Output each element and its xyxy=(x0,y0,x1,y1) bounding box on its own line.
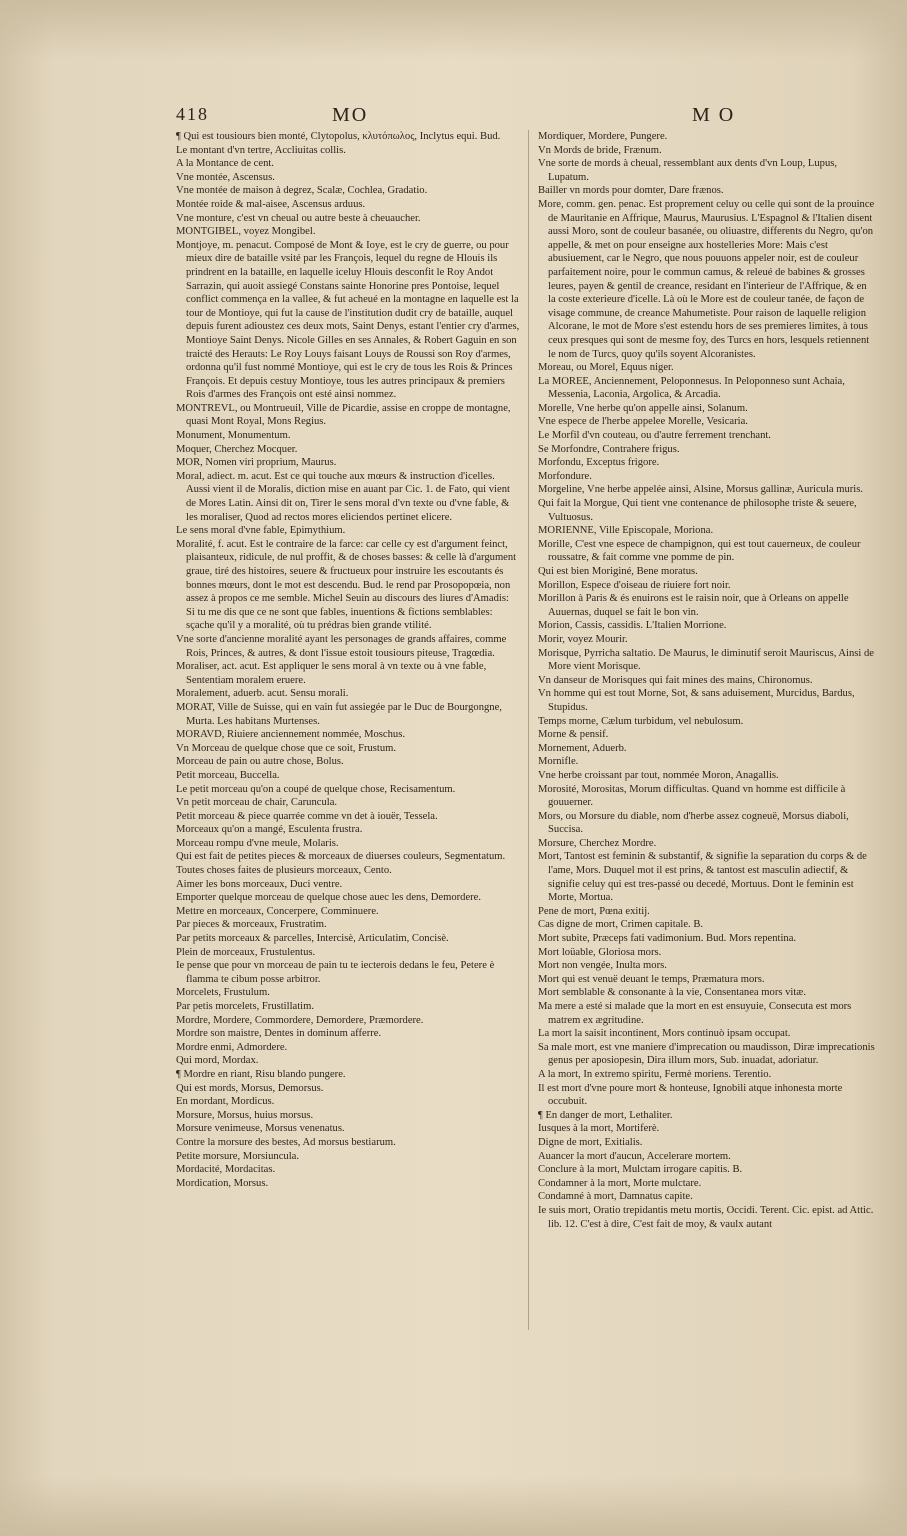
dictionary-entry: Condamner à la mort, Morte mulctare. xyxy=(538,1177,702,1189)
dictionary-entry: Mort semblable & consonante à la vie, Consentanea mors vitæ. xyxy=(538,987,807,999)
dictionary-entry: Bailler vn mords pour domter, Dare frænos. xyxy=(538,185,724,197)
dictionary-entry: Par pieces & morceaux, Frustratim. xyxy=(176,919,327,931)
dictionary-entry: More, comm. gen. penac. Est proprement celuy ou celle qui sont de la prouince de Mauritanie en Affrique, Maurus, Maurusius. L'Espagnol & l'Italien disent aussi Moro, sont de couleur basanée, ou oliuastre, differents du Negro, qu'on appelle, & met on pour enseigne aux hostelleries More: Mais c'est abusiuement, car le Negro, que nous pouuons appeler noir, est de couleur parfaitement noire, pour le commun camus, & releué de babines & grosses leures, payen & gentil de creance, residant en l'interieur de l'Affrique, & en la coste exterieure d'icelle. Là où le More est de couleur tanée, de façon de visage commune, de creance Mahumetiste. Pour raison de laquelle religion Alcorane, le mot de More s'est estendu hors de ses premieres limites, à tous ceux presques qui sont de mesme foy, des Turcs en hors, lesquels retiennent le nom de Turcs, quoy qu'ils soyent Alcoranistes. xyxy=(538,198,875,360)
dictionary-entry: Moquer, Cherchez Mocquer. xyxy=(176,443,298,455)
dictionary-entry: Cas digne de mort, Crimen capitale. B. xyxy=(538,919,704,931)
dictionary-entry: Par petits morceaux & parcelles, Intercisè, Articulatim, Concisè. xyxy=(176,933,449,945)
dictionary-entry: Se Morfondre, Contrahere frigus. xyxy=(538,443,680,455)
dictionary-entry: Auancer la mort d'aucun, Accelerare mortem. xyxy=(538,1150,731,1162)
dictionary-entry: Mort loüable, Gloriosa mors. xyxy=(538,946,662,958)
dictionary-entry: Montjoye, m. penacut. Composé de Mont & Ioye, est le cry de guerre, ou pour mieux dire de bataille vsité par les François, lequel du regne de Hlouis ils prindrent en la bataille, en laquelle iceluy Hlouis desconfit le Roy Andot Sarrazin, qui auoit assiegé Constans sainte Honorine pres Pontoise, lequel conflict commença en la vallee, & fut acheué en la montagne en laquelle est la tour de Montioye, qui fut la cause de l'institution dudit cry de bataille, auquel depuis furent adioustez ces deux mots, Saint Denys, estant l'entier cry d'armes, Montioye Saint Denys. Nicole Gilles en ses Annales, & Robert Gaguin en son traicté des Herauts: Le Roy Louys faisant Louys de Roussi son Roy d'armes, ordonna qu'il fust nommé Montioye, qui est le cry de tous les Rois & Princes François. Et depuis cestuy Montioye, tous les autres principaux & premiers Rois d'armes des François ont esté ainsi nommez. xyxy=(176,239,520,401)
dictionary-entry: MORAVD, Riuiere anciennement nommée, Moschus. xyxy=(176,729,406,741)
dictionary-entry: Morillon à Paris & és enuirons est le raisin noir, que à Orleans on appelle Auuernas, duquel se fait le bon vin. xyxy=(538,593,849,618)
dictionary-entry: Mornifle. xyxy=(538,756,579,768)
dictionary-entry: Vne espece de l'herbe appelee Morelle, Vesicaria. xyxy=(538,416,748,428)
dictionary-entry: ¶ En danger de mort, Lethaliter. xyxy=(538,1109,673,1121)
dictionary-entry: Morisque, Pyrricha saltatio. De Maurus, le diminutif seroit Mauriscus, Ainsi de More vient Morisque. xyxy=(538,647,875,673)
dictionary-entry: Morelle, Vne herbe qu'on appelle ainsi, Solanum. xyxy=(538,402,748,414)
dictionary-entry: Mordre, Mordere, Commordere, Demordere, Præmordere. xyxy=(176,1014,424,1026)
dictionary-entry: La MOREE, Anciennement, Peloponnesus. In Peloponneso sunt Achaia, Messenia, Laconia, Argolica, & Arcadia. xyxy=(538,375,845,401)
dictionary-entry: Mort subite, Præceps fati vadimonium. Bud. Mors repentina. xyxy=(538,933,797,945)
dictionary-entry: Moralement, aduerb. acut. Sensu morali. xyxy=(176,688,349,700)
dictionary-entry: Emporter quelque morceau de quelque chose auec les dens, Demordere. xyxy=(176,892,482,904)
dictionary-entry: Moralité, f. acut. Est le contraire de la farce: car celle cy est d'argument feinct, plaisanteux, ridicule, de nul proffit, & de choses basses: & celle là d'argument graue, tiré des histoires, seuere & fructueux pour instruire les escoutants és bonnes mœurs, dont le mot est descendu. Bud. le rend par Prosopopœia, non assez à propos ce me semble. Michel Seuin au discours des liures d'Amadis: Si tu me dis que ce ne sont que fables, inuentions & fictions semblables: sçache qu'il y a moralité, où tu prédras bien grande vtilité. xyxy=(176,538,517,632)
dictionary-entry: MONTREVL, ou Montrueuil, Ville de Picardie, assise en croppe de montagne, quasi Mont Royal, Mons Regius. xyxy=(176,402,511,428)
dictionary-entry: Moreau, ou Morel, Equus niger. xyxy=(538,362,674,374)
dictionary-entry: Petit morceau & piece quarrée comme vn det à iouër, Tessela. xyxy=(176,810,438,822)
dictionary-entry: Plein de morceaux, Frustulentus. xyxy=(176,946,316,958)
dictionary-entry: Morfondure. xyxy=(538,470,592,482)
dictionary-entry: MORIENNE, Ville Episcopale, Moriona. xyxy=(538,525,714,537)
column-divider xyxy=(528,130,529,1330)
dictionary-entry: Qui est mords, Morsus, Demorsus. xyxy=(176,1082,324,1094)
dictionary-entry: Mordication, Morsus. xyxy=(176,1177,269,1189)
dictionary-entry: Monument, Monumentum. xyxy=(176,430,291,442)
dictionary-entry: Le sens moral d'vne fable, Epimythium. xyxy=(176,525,346,537)
dictionary-entry: Temps morne, Cælum turbidum, vel nebulosum. xyxy=(538,715,744,727)
dictionary-entry: Toutes choses faites de plusieurs morceaux, Cento. xyxy=(176,865,392,877)
dictionary-entry: Pene de mort, Pœna exitij. xyxy=(538,905,650,917)
dictionary-entry: Morillon, Espece d'oiseau de riuiere fort noir. xyxy=(538,579,731,591)
dictionary-entry: Vn danseur de Morisques qui fait mines des mains, Chironomus. xyxy=(538,674,813,686)
dictionary-entry: Moraliser, act. acut. Est appliquer le sens moral à vn texte ou à vne fable, Sententiam moralem eruere. xyxy=(176,661,487,686)
dictionary-entry: Mort qui est venuë deuant le temps, Præmatura mors. xyxy=(538,973,765,985)
dictionary-entry: Mettre en morceaux, Concerpere, Comminuere. xyxy=(176,905,379,917)
dictionary-entry: Mordiquer, Mordere, Pungere. xyxy=(538,131,668,142)
dictionary-entry: Vn petit morceau de chair, Caruncula. xyxy=(176,797,338,809)
dictionary-entry: Qui est fait de petites pieces & morceaux de diuerses couleurs, Segmentatum. xyxy=(176,851,506,863)
page-shadow-top xyxy=(0,0,907,60)
dictionary-entry: Il est mort d'vne poure mort & honteuse, Ignobili atque inhonesta morte occubuit. xyxy=(538,1082,843,1108)
dictionary-entry: Mort, Tantost est feminin & substantif, & signifie la separation du corps & de l'ame, Mors. Duquel mot il est prins, & tantost est masculin adiectif, & signifie celuy qui est tres-passé ou decedé, Mortuus. Dont le feminin est Morte, Mortua. xyxy=(538,851,867,904)
left-running-head: MO xyxy=(332,104,369,126)
dictionary-entry: Morceaux qu'on a mangé, Esculenta frustra. xyxy=(176,824,363,836)
dictionary-entry: Mornement, Aduerb. xyxy=(538,742,627,754)
dictionary-entry: MORAT, Ville de Suisse, qui en vain fut assiegée par le Duc de Bourgongne, Murta. Les habitans Murtenses. xyxy=(176,701,502,727)
dictionary-entry: ¶ Qui est tousiours bien monté, Clytopolus, κλυτόπωλος, Inclytus equi. Bud. xyxy=(176,131,501,142)
right-running-head: M O xyxy=(692,104,736,126)
dictionary-entry: Mordacité, Mordacitas. xyxy=(176,1164,276,1176)
dictionary-entry: A la mort, In extremo spiritu, Fermè moriens. Terentio. xyxy=(538,1068,772,1080)
dictionary-entry: Vn Mords de bride, Frænum. xyxy=(538,144,662,156)
dictionary-entry: Vn Morceau de quelque chose que ce soit, Frustum. xyxy=(176,742,397,754)
dictionary-entry: Qui mord, Mordax. xyxy=(176,1055,259,1067)
dictionary-entry: Par petis morcelets, Frustillatim. xyxy=(176,1001,314,1012)
dictionary-entry: Qui est bien Moriginé, Bene moratus. xyxy=(538,566,698,577)
dictionary-entry: Digne de mort, Exitialis. xyxy=(538,1136,643,1148)
page-shadow-bottom xyxy=(0,1476,907,1536)
dictionary-entry: Ie pense que pour vn morceau de pain tu te iecterois dedans le feu, Petere è flamma te cibum posse arbitror. xyxy=(176,960,495,985)
dictionary-entry: Morgeline, Vne herbe appelée ainsi, Alsine, Morsus gallinæ, Auricula muris. xyxy=(538,484,864,496)
dictionary-entry: Ma mere a esté si malade que la mort en est ensuyuie, Consecuta est mors matrem ex ægritudine. xyxy=(538,1001,852,1026)
dictionary-entry: Moral, adiect. m. acut. Est ce qui touche aux mœurs & instruction d'icelles. Aussi vient il de Moralis, diction mise en auant par Cic. 1. de Fato, qui vient de Mores Latin. Ainsi dit on, Tirer le sens moral d'vn texte ou d'vne fable, & les moraliser, Quod ad rectos mores eliciendos pertinet elicere. xyxy=(176,470,510,523)
dictionary-entry: En mordant, Mordicus. xyxy=(176,1096,275,1108)
dictionary-entry: MONTGIBEL, voyez Mongibel. xyxy=(176,226,316,238)
dictionary-entry: Vne herbe croissant par tout, nommée Moron, Anagallis. xyxy=(538,769,779,781)
dictionary-entry: Morosité, Morositas, Morum difficultas. Quand vn homme est difficile à gouuerner. xyxy=(538,783,846,809)
dictionary-entry: ¶ Mordre en riant, Risu blando pungere. xyxy=(176,1068,346,1080)
dictionary-entry: A la Montance de cent. xyxy=(176,158,274,170)
dictionary-entry: Morir, voyez Mourir. xyxy=(538,633,628,645)
dictionary-entry: Morfondu, Exceptus frigore. xyxy=(538,457,660,469)
dictionary-entry: Morsure venimeuse, Morsus venenatus. xyxy=(176,1123,345,1135)
dictionary-entry: Vne montée, Ascensus. xyxy=(176,171,275,183)
dictionary-entry: Le petit morceau qu'on a coupé de quelque chose, Recisamentum. xyxy=(176,783,456,795)
dictionary-entry: Morne & pensif. xyxy=(538,729,609,741)
page-number: 418 xyxy=(176,104,209,124)
dictionary-entry: Morille, C'est vne espece de champignon, qui est tout cauerneux, de couleur roussatre, & fait comme vne pomme de pin. xyxy=(538,538,861,564)
dictionary-entry: Aimer les bons morceaux, Duci ventre. xyxy=(176,878,343,890)
dictionary-entry: Mort non vengée, Inulta mors. xyxy=(538,960,667,972)
dictionary-entry: Morcelets, Frustulum. xyxy=(176,987,270,999)
dictionary-entry: Petite morsure, Morsiuncula. xyxy=(176,1150,299,1162)
dictionary-entry: Vne sorte de mords à cheual, ressemblant aux dents d'vn Loup, Lupus, Lupatum. xyxy=(538,158,838,183)
dictionary-entry: Morion, Cassis, cassidis. L'Italien Morrione. xyxy=(538,620,727,632)
dictionary-entry: Conclure à la mort, Mulctam irrogare capitis. B. xyxy=(538,1164,743,1176)
dictionary-entry: Sa male mort, est vne maniere d'imprecation ou maudisson, Diræ imprecationis genus per aposiopesin, Dira illum mors, Sub. inuadat, adoriatur. xyxy=(538,1041,875,1067)
dictionary-entry: Condamné à mort, Damnatus capite. xyxy=(538,1191,693,1203)
dictionary-entry: Morsure, Morsus, huius morsus. xyxy=(176,1109,314,1121)
dictionary-entry: Contre la morsure des bestes, Ad morsus bestiarum. xyxy=(176,1136,396,1148)
dictionary-entry: Mordre son maistre, Dentes in dominum afferre. xyxy=(176,1028,382,1040)
dictionary-entry: Vne montée de maison à degrez, Scalæ, Cochlea, Gradatio. xyxy=(176,185,428,197)
dictionary-entry: Petit morceau, Buccella. xyxy=(176,769,280,781)
dictionary-entry: Ie suis mort, Oratio trepidantis metu mortis, Occidi. Terent. Cic. epist. ad Attic. lib. 12. C'est à dire, C'est fait de moy, & vaulx autant xyxy=(538,1204,874,1230)
dictionary-entry: Morceau rompu d'vne meule, Molaris. xyxy=(176,837,339,849)
left-column xyxy=(176,130,520,1190)
dictionary-entry: Mordre enmi, Admordere. xyxy=(176,1041,288,1053)
dictionary-entry: Vn homme qui est tout Morne, Sot, & sans aduisement, Murcidus, Bardus, Stupidus. xyxy=(538,688,855,713)
right-column xyxy=(538,130,876,1231)
dictionary-entry: Qui fait la Morgue, Qui tient vne contenance de philosophe triste & seuere, Vultuosus. xyxy=(538,498,857,523)
dictionary-entry: Le Morfil d'vn couteau, ou d'autre ferrement trenchant. xyxy=(538,430,771,442)
dictionary-entry: Le montant d'vn tertre, Accliuitas collis. xyxy=(176,144,346,156)
dictionary-entry: La mort la saisit incontinent, Mors continuò ipsam occupat. xyxy=(538,1028,791,1040)
dictionary-entry: Morceau de pain ou autre chose, Bolus. xyxy=(176,756,344,768)
dictionary-entry: Morsure, Cherchez Mordre. xyxy=(538,837,657,849)
dictionary-entry: MOR, Nomen viri proprium, Maurus. xyxy=(176,457,337,469)
dictionary-entry: Mors, ou Morsure du diable, nom d'herbe assez cogneuë, Morsus diaboli, Succisa. xyxy=(538,810,849,836)
dictionary-entry: Vne sorte d'ancienne moralité ayant les personages de grands affaires, comme Rois, Princes, & autres, & dont l'issue estoit tousiours piteuse, Tragœdia. xyxy=(176,633,507,659)
dictionary-entry: Iusques à la mort, Mortiferè. xyxy=(538,1123,660,1135)
dictionary-entry: Vne monture, c'est vn cheual ou autre beste à cheuaucher. xyxy=(176,212,421,224)
dictionary-entry: Montée roide & mal-aisee, Ascensus arduus. xyxy=(176,198,366,210)
